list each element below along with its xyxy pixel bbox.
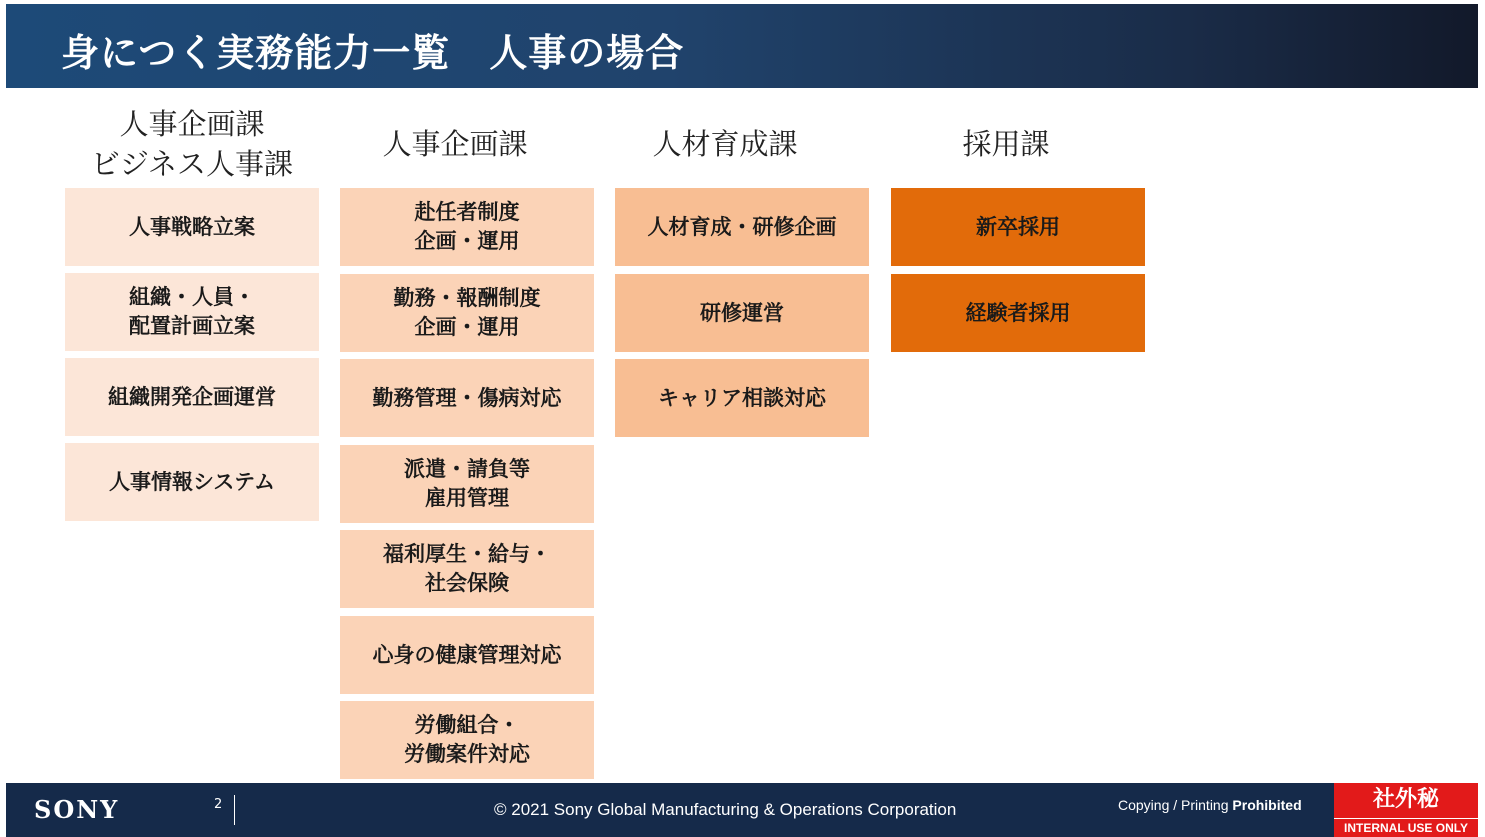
confidential-en: INTERNAL USE ONLY [1334,818,1478,837]
skill-box: 研修運営 [615,274,869,352]
skill-box: キャリア相談対応 [615,359,869,437]
skill-box: 経験者採用 [891,274,1145,352]
page-title: 身につく実務能力一覧 人事の場合 [61,31,685,75]
copyright-text: © 2021 Sony Global Manufacturing & Operations Corporation [494,800,957,819]
prohibited-text: Prohibited [1232,797,1302,813]
page-number: 2 [214,797,223,812]
skill-box: 新卒採用 [891,188,1145,266]
skill-box: 勤務・報酬制度 企画・運用 [340,274,594,352]
skill-box: 人事情報システム [65,443,319,521]
skill-box: 心身の健康管理対応 [340,616,594,694]
title-bar [6,4,1478,88]
column-heading-3: 人材育成課 [652,127,798,161]
skill-box: 勤務管理・傷病対応 [340,359,594,437]
skill-box: 人材育成・研修企画 [615,188,869,266]
skill-box: 派遣・請負等 雇用管理 [340,445,594,523]
skill-box: 労働組合・ 労働案件対応 [340,701,594,779]
confidential-ja: 社外秘 [1372,787,1439,812]
skill-box: 組織開発企画運営 [65,358,319,436]
column-heading-1: 人事企画課 ビジネス人事課 [90,107,294,181]
column-heading-2: 人事企画課 [382,127,528,161]
footer-bar [6,783,1478,837]
copying-notice [1118,797,1302,813]
column-heading-4: 採用課 [962,127,1050,161]
copying-text: Copying / Printing [1118,797,1233,813]
confidential-badge [1334,783,1478,837]
skill-box: 組織・人員・ 配置計画立案 [65,273,319,351]
footer-divider [234,795,235,825]
skill-box: 福利厚生・給与・ 社会保険 [340,530,594,608]
skill-box: 赴任者制度 企画・運用 [340,188,594,266]
skill-box: 人事戦略立案 [65,188,319,266]
sony-logo: SONY [34,795,120,824]
